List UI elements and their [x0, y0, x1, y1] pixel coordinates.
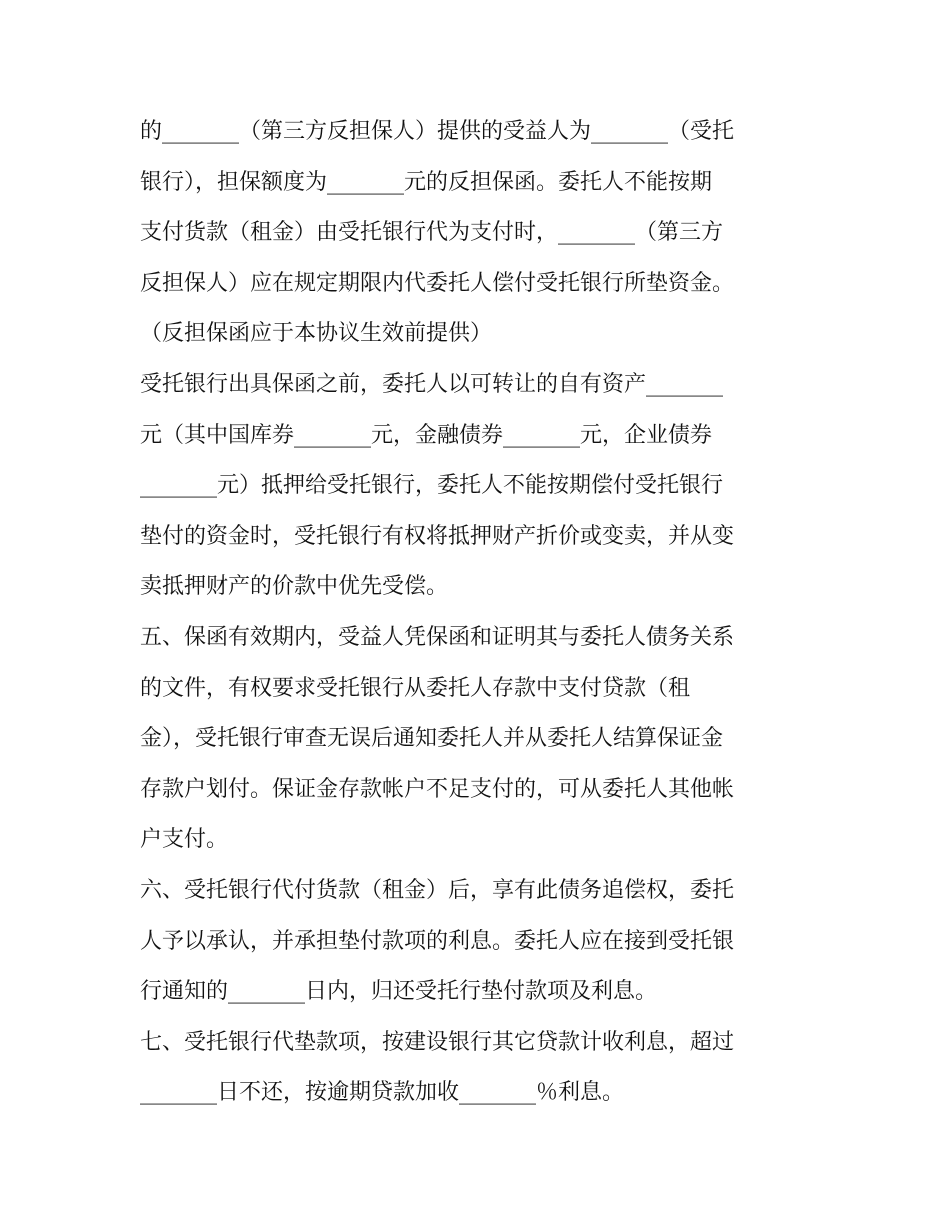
text-line: 七、受托银行代垫款项，按建设银行其它贷款计收利息，超过 [140, 1029, 735, 1055]
text-line: （反担保函应于本协议生效前提供） [140, 321, 493, 347]
text-line: _______日不还，按逾期贷款加收_______％利息。 [140, 1080, 625, 1106]
document-body [140, 107, 820, 1119]
text-line: 的_______（第三方反担保人）提供的受益人为_______（受托 [140, 119, 735, 144]
text-line: 存款户划付。保证金存款帐户不足支付的，可从委托人其他帐 [140, 776, 735, 802]
text-line: 反担保人）应在规定期限内代委托人偿付受托银行所垫资金。 [140, 270, 735, 296]
text-line: _______元）抵押给受托银行，委托人不能按期偿付受托银行 [140, 473, 724, 499]
text-line: 支付货款（租金）由受托银行代为支付时，_______（第三方 [140, 220, 724, 246]
text-line: 垫付的资金时，受托银行有权将抵押财产折价或变卖，并从变 [140, 523, 735, 549]
text-line: 人予以承认，并承担垫付款项的利息。委托人应在接到受托银 [140, 928, 735, 954]
text-line: 户支付。 [140, 827, 229, 853]
text-line: 受托银行出具保函之前，委托人以可转让的自有资产_______ [140, 371, 724, 397]
text-line: 的文件，有权要求受托银行从委托人存款中支付贷款（租 [140, 675, 691, 701]
text-line: 元（其中国库券_______元，金融债券_______元，企业债券 [140, 422, 713, 448]
text-line: 行通知的_______日内，归还受托行垫付款项及利息。 [140, 979, 658, 1005]
text-line: 五、保函有效期内，受益人凭保函和证明其与委托人债务关系 [140, 624, 735, 650]
text-line: 卖抵押财产的价款中优先受偿。 [140, 574, 449, 600]
text-line: 金），受托银行审查无误后通知委托人并从委托人结算保证金 [140, 726, 724, 752]
text-line: 银行），担保额度为_______元的反担保函。委托人不能按期 [140, 169, 713, 195]
text-line: 六、受托银行代付货款（租金）后，享有此债务追偿权，委托 [140, 877, 735, 903]
